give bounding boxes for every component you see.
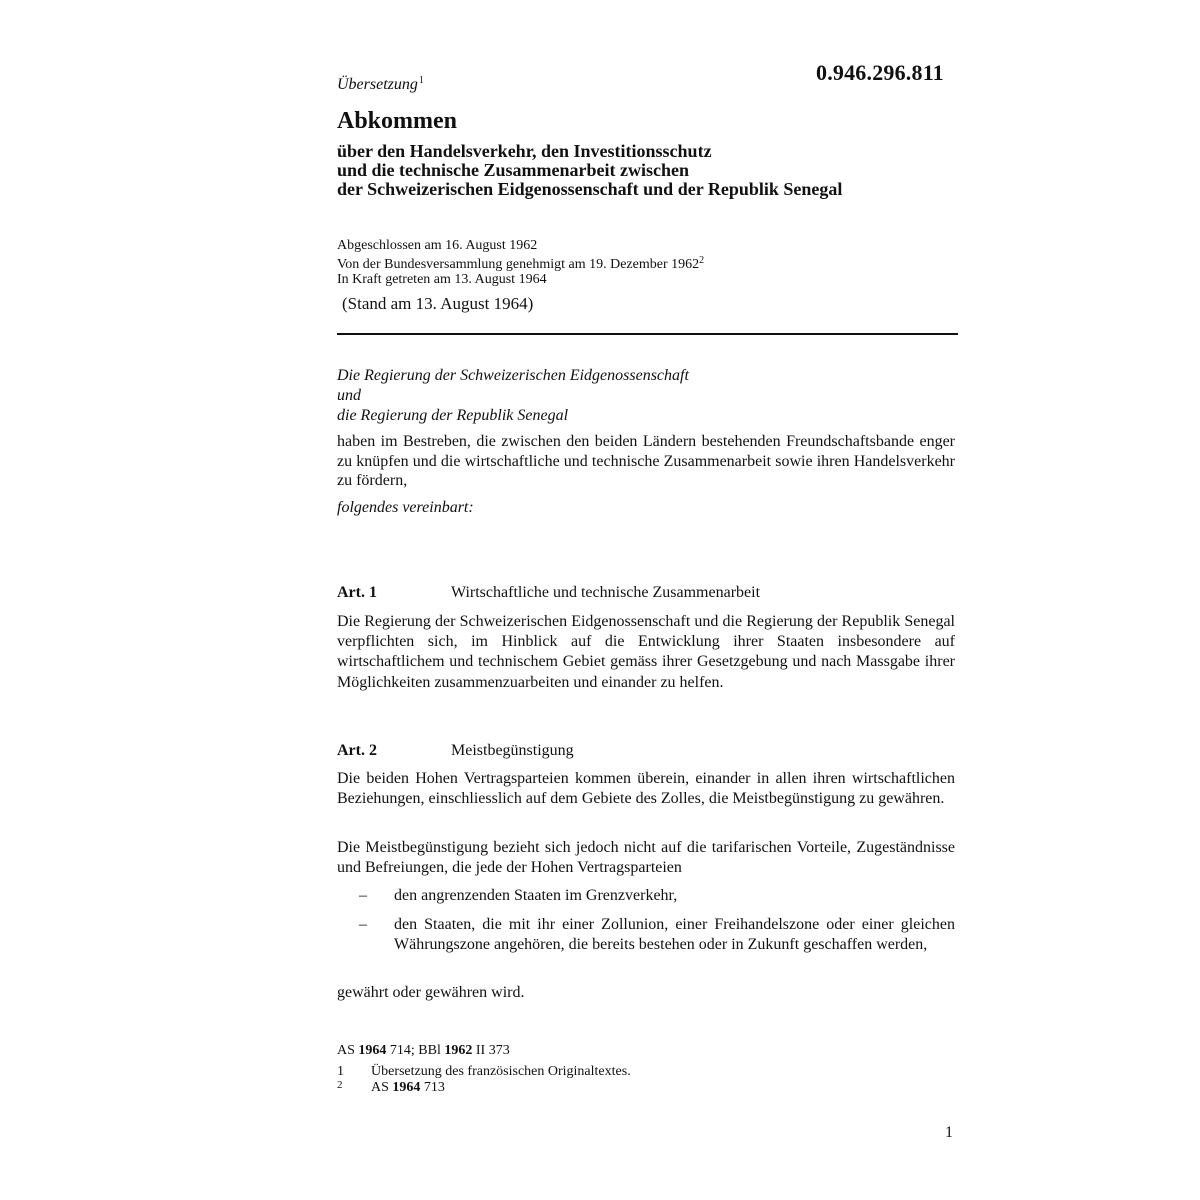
footnote-1 <box>337 1064 631 1080</box>
ref-bbl-rest: II 373 <box>475 1043 510 1058</box>
article-2-number: Art. 2 <box>337 742 377 759</box>
ref-as-label: AS <box>337 1043 355 1058</box>
article-1-paragraph: Die Regierung der Schweizerischen Eidgenossenschaft und die Regierung der Republik Senegal verpflichten sich, im Hinblick auf die Entwicklung ihrer Staaten insbesondere auf wirtschaftlichem und technischem Gebiet gemäss ihrer Gesetzgebung und nach Massgabe ihrer Möglichkeiten zusammenzuarbeiten und einander zu helfen. <box>337 613 955 691</box>
article-2-title: Meistbegünstigung <box>451 742 574 759</box>
party-senegal: die Regierung der Republik Senegal <box>337 407 569 424</box>
article-2-closing: gewährt oder gewähren wird. <box>337 984 525 1001</box>
article-1-heading <box>337 584 957 602</box>
ref-bbl-year: 1962 <box>444 1043 473 1058</box>
footnote-number: 1 <box>337 1064 344 1079</box>
party-conjunction: und <box>337 387 361 404</box>
footnotes <box>337 1064 631 1096</box>
subtitle-line: und die technische Zusammenarbeit zwischen <box>337 160 690 180</box>
header-divider <box>337 333 958 335</box>
list-item-text: den Staaten, die mit ihr einer Zollunion, einer Freihandelszone oder einer gleichen Währungszone angehören, die bereits bestehen oder in Zukunft geschaffen werden, <box>394 916 955 954</box>
dash-marker: – <box>359 916 367 933</box>
document-subtitle <box>337 142 957 199</box>
dash-marker: – <box>359 887 367 904</box>
article-1-number: Art. 1 <box>337 584 377 601</box>
article-2-paragraph-2: Die Meistbegünstigung bezieht sich jedoch nicht auf die tarifarischen Vorteile, Zugeständnisse und Befreiungen, die jede der Hohen Vertragsparteien <box>337 839 955 877</box>
footnote-page: 713 <box>423 1080 445 1095</box>
list-item <box>337 886 955 906</box>
subtitle-line: über den Handelsverkehr, den Investitionsschutz <box>337 141 712 161</box>
ref-as-year: 1964 <box>358 1043 387 1058</box>
approved-date-text: Von der Bundesversammlung genehmigt am 19. Dezember 1962 <box>337 257 700 272</box>
article-2-paragraph-1: Die beiden Hohen Vertragsparteien kommen überein, einander in allen ihren wirtschaftlichen Beziehungen, einschliesslich auf dem Gebiete des Zolles, die Meistbegünstigung zu gewähren. <box>337 770 955 808</box>
party-switzerland: Die Regierung der Schweizerischen Eidgenossenschaft <box>337 367 689 384</box>
list-item <box>337 915 955 955</box>
status-date: (Stand am 13. August 1964) <box>342 294 534 313</box>
approved-date <box>337 253 957 272</box>
subtitle-line: der Schweizerischen Eidgenossenschaft und der Republik Senegal <box>337 179 843 199</box>
list-item-text: den angrenzenden Staaten im Grenzverkehr, <box>394 887 678 904</box>
footnote-ref-2[interactable]: 2 <box>699 255 705 266</box>
article-1-title: Wirtschaftliche und technische Zusammenarbeit <box>451 584 761 601</box>
page-number: 1 <box>945 1124 953 1141</box>
source-reference <box>337 1043 510 1059</box>
sr-number: 0.946.296.811 <box>816 60 944 85</box>
in-force-date: In Kraft getreten am 13. August 1964 <box>337 272 547 287</box>
agreed-phrase: folgendes vereinbart: <box>337 499 474 516</box>
translation-label <box>337 75 424 94</box>
concluded-date: Abgeschlossen am 16. August 1962 <box>337 238 538 253</box>
preamble-text: haben im Bestreben, die zwischen den beiden Ländern bestehenden Freundschaftsbande enger zu knüpfen und die wirtschaftliche und technische Zusammenarbeit sowie ihren Handelsverkehr zu fördern, <box>337 433 955 489</box>
document-metadata <box>337 238 957 287</box>
footnote-label: AS <box>371 1080 389 1095</box>
document-title: Abkommen <box>337 108 458 134</box>
contracting-parties <box>337 366 689 426</box>
footnote-year: 1964 <box>392 1080 421 1095</box>
footnote-text: Übersetzung des französischen Originaltextes. <box>371 1064 631 1079</box>
article-2-heading <box>337 742 957 760</box>
footnote-ref-1[interactable]: 1 <box>418 75 424 86</box>
footnote-2: 2 AS 1964 713 <box>337 1079 445 1095</box>
ref-as-page: 714; BBl <box>389 1043 441 1058</box>
translation-label-text: Übersetzung <box>337 76 418 93</box>
